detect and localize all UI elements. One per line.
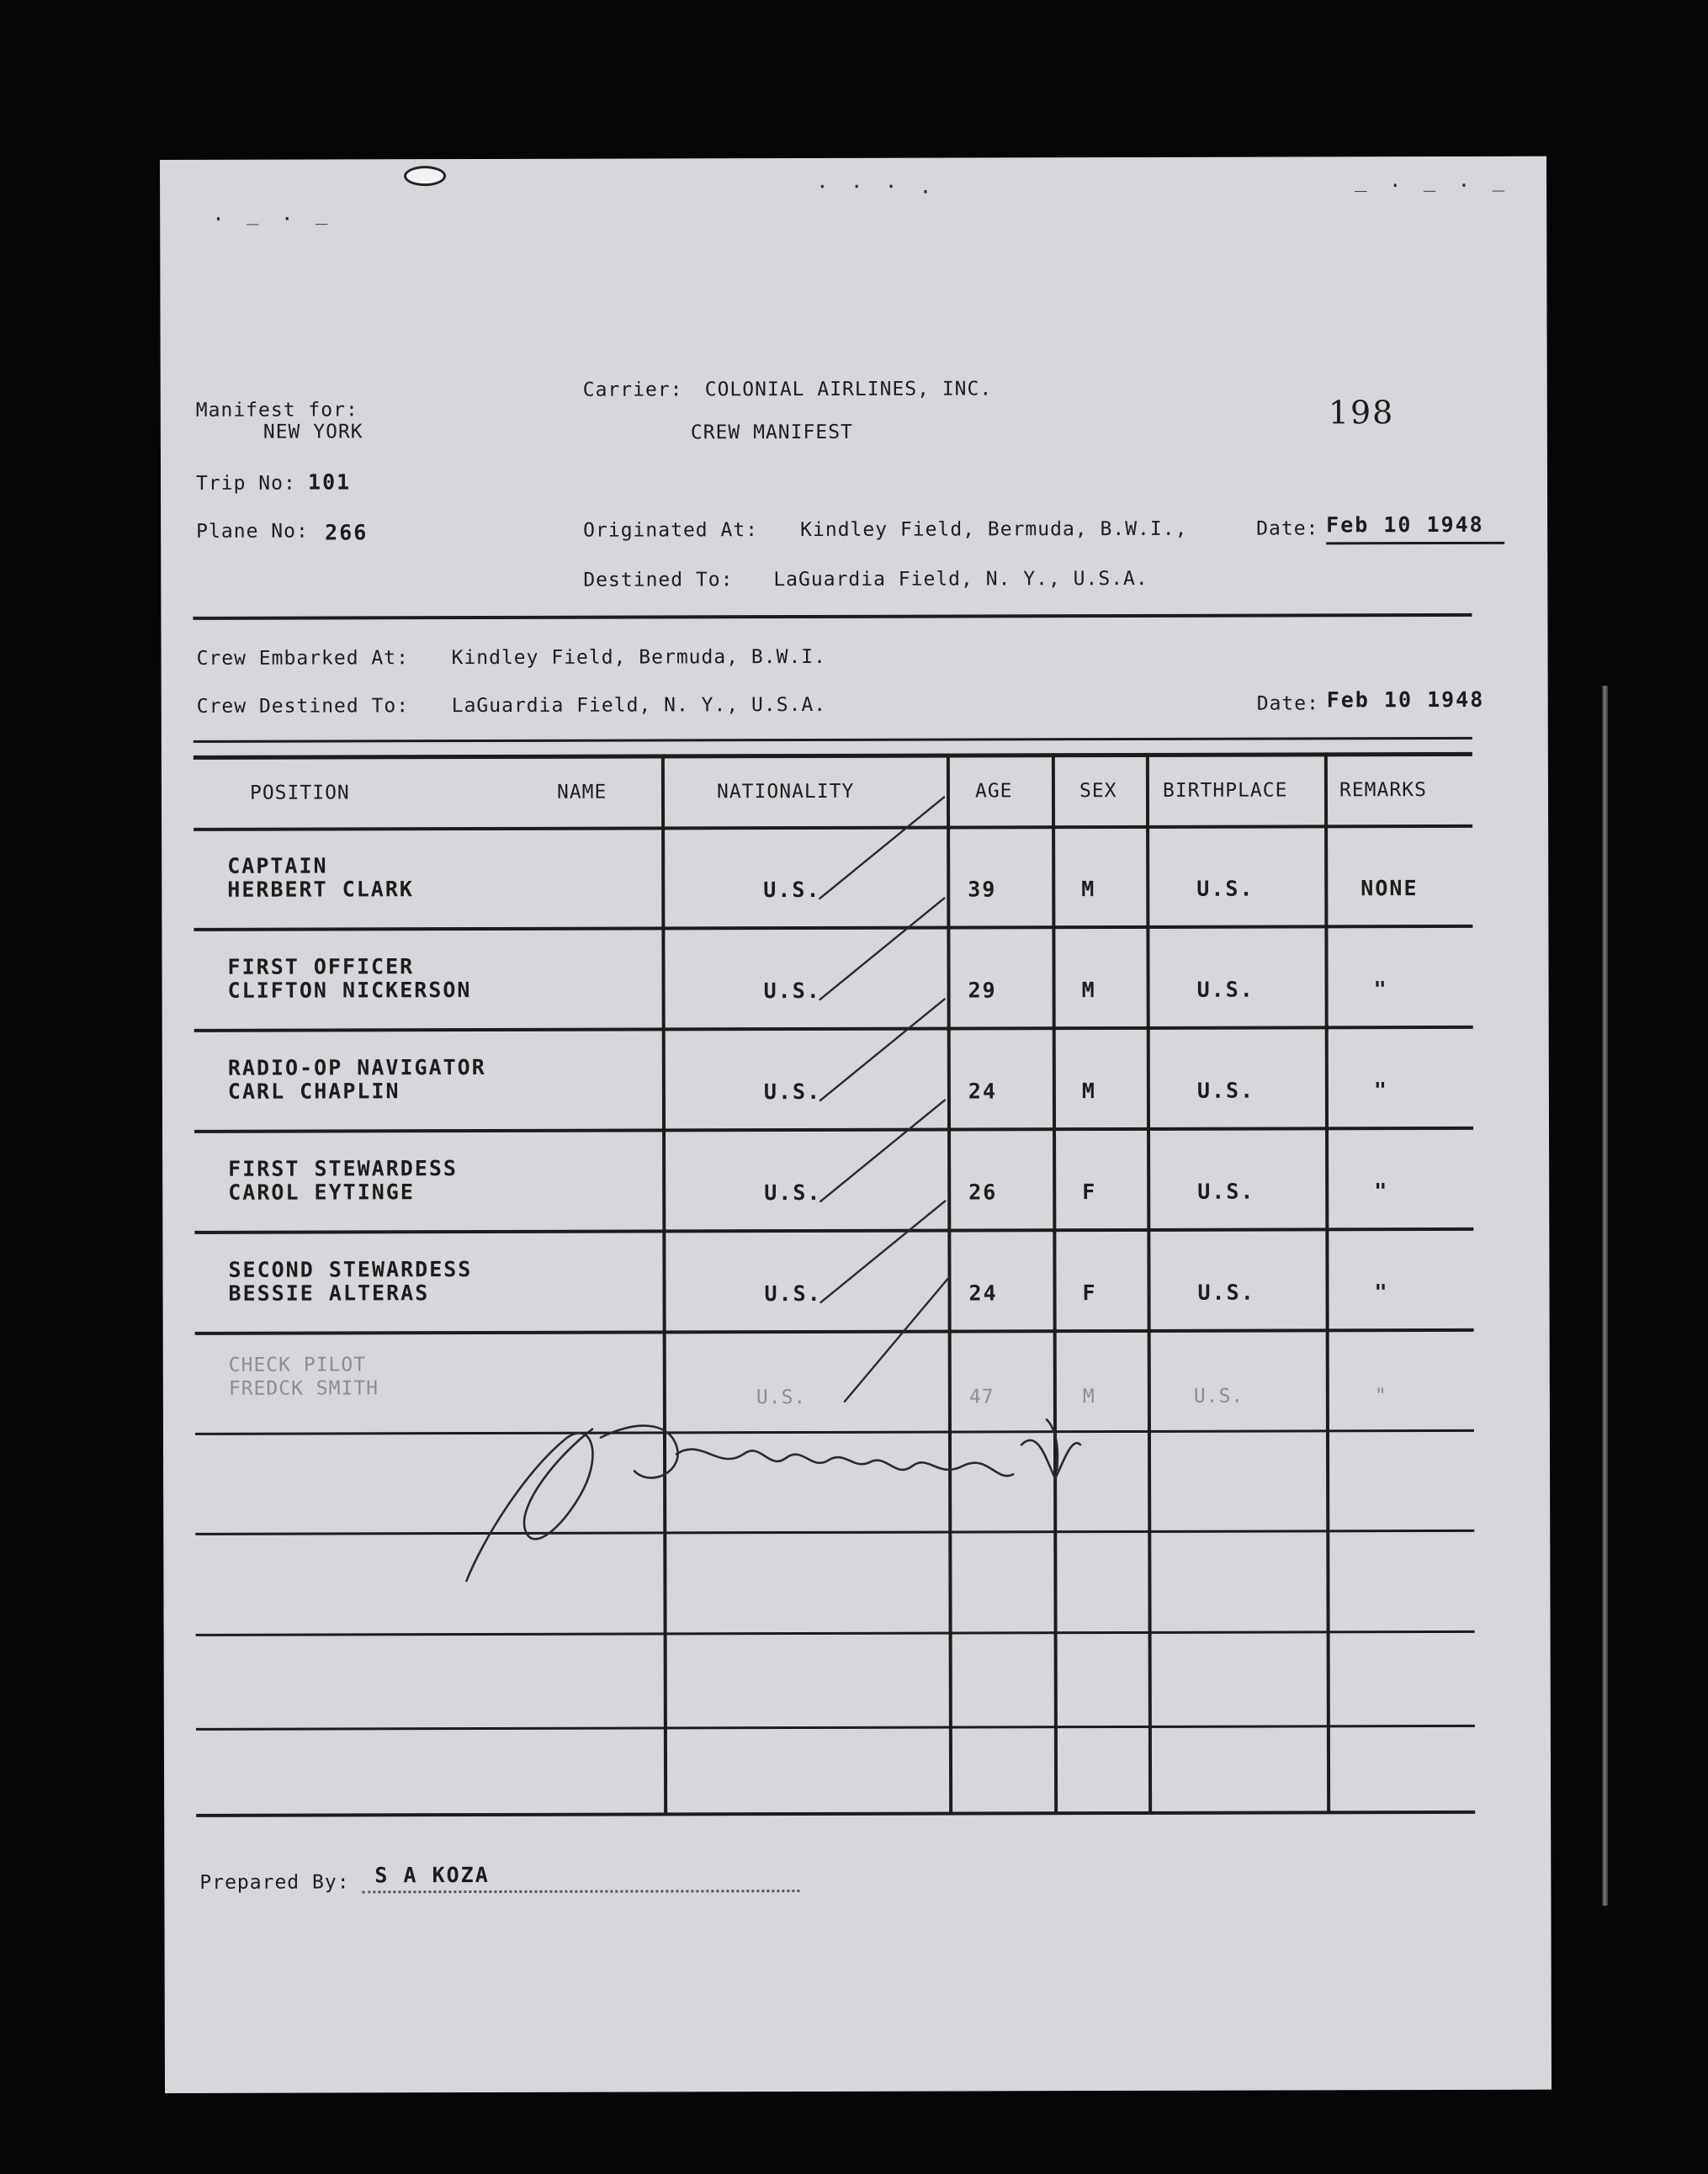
row-sex: M [1081, 1079, 1097, 1104]
row-name: FREDCK SMITH [228, 1377, 379, 1400]
row-age: 29 [968, 978, 997, 1003]
row-nationality: U.S. [764, 1180, 822, 1206]
stray-marks-center: · · · . [816, 174, 937, 199]
row-nationality: U.S. [756, 1386, 807, 1409]
row-name: HERBERT CLARK [227, 877, 414, 902]
crew-embarked-value: Kindley Field, Bermuda, B.W.I. [451, 645, 827, 670]
check-marks [820, 798, 950, 1402]
row-birthplace: U.S. [1197, 1280, 1255, 1305]
row-position: FIRST STEWARDESS [228, 1156, 459, 1181]
trip-label: Trip No: [195, 472, 296, 495]
row-age: 47 [968, 1386, 995, 1408]
check-mark-row-5 [820, 1201, 945, 1302]
row-sex: F [1082, 1281, 1097, 1306]
stray-marks-right: _ . _ . _ [1355, 167, 1510, 193]
date-value: Feb 10 1948 [1326, 512, 1484, 538]
prepared-by-value: S A KOZA [374, 1862, 490, 1888]
row-sex: M [1081, 978, 1096, 1003]
originated-label: Originated At: [583, 519, 759, 542]
row-name: CARL CHAPLIN [227, 1079, 400, 1104]
row-position: CHECK PILOT [228, 1354, 367, 1376]
crew-destined-value: LaGuardia Field, N. Y., U.S.A. [451, 693, 827, 718]
crew-date-value: Feb 10 1948 [1326, 687, 1485, 713]
row-birthplace: U.S. [1196, 1078, 1255, 1103]
page-number: 198 [1328, 394, 1395, 432]
row-remarks: " [1373, 1078, 1389, 1103]
carrier-value: COLONIAL AIRLINES, INC. [704, 378, 993, 401]
document-type: CREW MANIFEST [690, 421, 853, 444]
crew-embarked-label: Crew Embarked At: [196, 647, 409, 670]
prepared-by-label: Prepared By: [199, 1871, 350, 1894]
row-name: CLIFTON NICKERSON [227, 978, 472, 1003]
crew-date-label: Date: [1256, 692, 1319, 715]
row-age: 24 [968, 1079, 998, 1104]
row-remarks: " [1374, 1280, 1389, 1305]
signature-icon [466, 1419, 1080, 1581]
row-age: 39 [968, 877, 997, 902]
header-birthplace: BIRTHPLACE [1162, 779, 1288, 802]
row-position: CAPTAIN [227, 853, 328, 878]
header-nationality: NATIONALITY [716, 780, 855, 803]
row-name: CAROL EYTINGE [228, 1180, 415, 1205]
date-label: Date: [1256, 517, 1319, 540]
check-mark-row-3 [820, 1000, 945, 1100]
crew-destined-label: Crew Destined To: [196, 695, 410, 718]
manifest-for-label: Manifest for: [195, 399, 358, 422]
carrier-label: Carrier: [582, 379, 683, 401]
row-position: FIRST OFFICER [227, 954, 415, 979]
row-remarks: " [1373, 977, 1388, 1002]
row-remarks: NONE [1361, 876, 1419, 901]
handwritten-marks [160, 156, 1552, 2093]
destined-value: LaGuardia Field, N. Y., U.S.A. [773, 567, 1148, 591]
row-birthplace: U.S. [1197, 1179, 1255, 1204]
row-remarks: " [1374, 1179, 1389, 1204]
row-remarks: " [1374, 1385, 1387, 1408]
row-nationality: U.S. [763, 978, 821, 1004]
header-remarks: REMARKS [1339, 779, 1427, 802]
header-name: NAME [556, 781, 607, 803]
row-sex: M [1081, 877, 1096, 902]
row-name: BESSIE ALTERAS [228, 1281, 430, 1306]
originated-value: Kindley Field, Bermuda, B.W.I., [800, 517, 1188, 542]
check-mark-row-4 [820, 1100, 945, 1201]
plane-value: 266 [325, 520, 369, 545]
check-mark-row-6 [844, 1277, 949, 1402]
stray-marks-left: . _ . _ [212, 201, 333, 225]
header-sex: SEX [1079, 780, 1117, 803]
check-mark-row-1 [820, 798, 944, 899]
row-age: 26 [968, 1180, 998, 1205]
header-position: POSITION [249, 782, 350, 804]
row-birthplace: U.S. [1193, 1385, 1244, 1408]
row-sex: M [1082, 1386, 1095, 1408]
row-birthplace: U.S. [1196, 977, 1254, 1002]
row-position: SECOND STEWARDESS [228, 1257, 473, 1282]
trip-value: 101 [307, 469, 352, 495]
row-age: 24 [968, 1281, 998, 1306]
manifest-page [160, 156, 1552, 2093]
film-edge-line [1602, 686, 1608, 1906]
row-sex: F [1082, 1180, 1097, 1205]
plane-label: Plane No: [196, 520, 309, 543]
row-birthplace: U.S. [1196, 876, 1254, 901]
manifest-for-value: NEW YORK [263, 421, 363, 443]
row-nationality: U.S. [763, 877, 821, 903]
check-mark-row-2 [820, 899, 944, 1000]
header-age: AGE [974, 780, 1013, 803]
destined-label: Destined To: [583, 569, 734, 591]
row-position: RADIO-OP NAVIGATOR [227, 1054, 486, 1080]
row-nationality: U.S. [763, 1079, 822, 1105]
row-nationality: U.S. [764, 1281, 822, 1307]
